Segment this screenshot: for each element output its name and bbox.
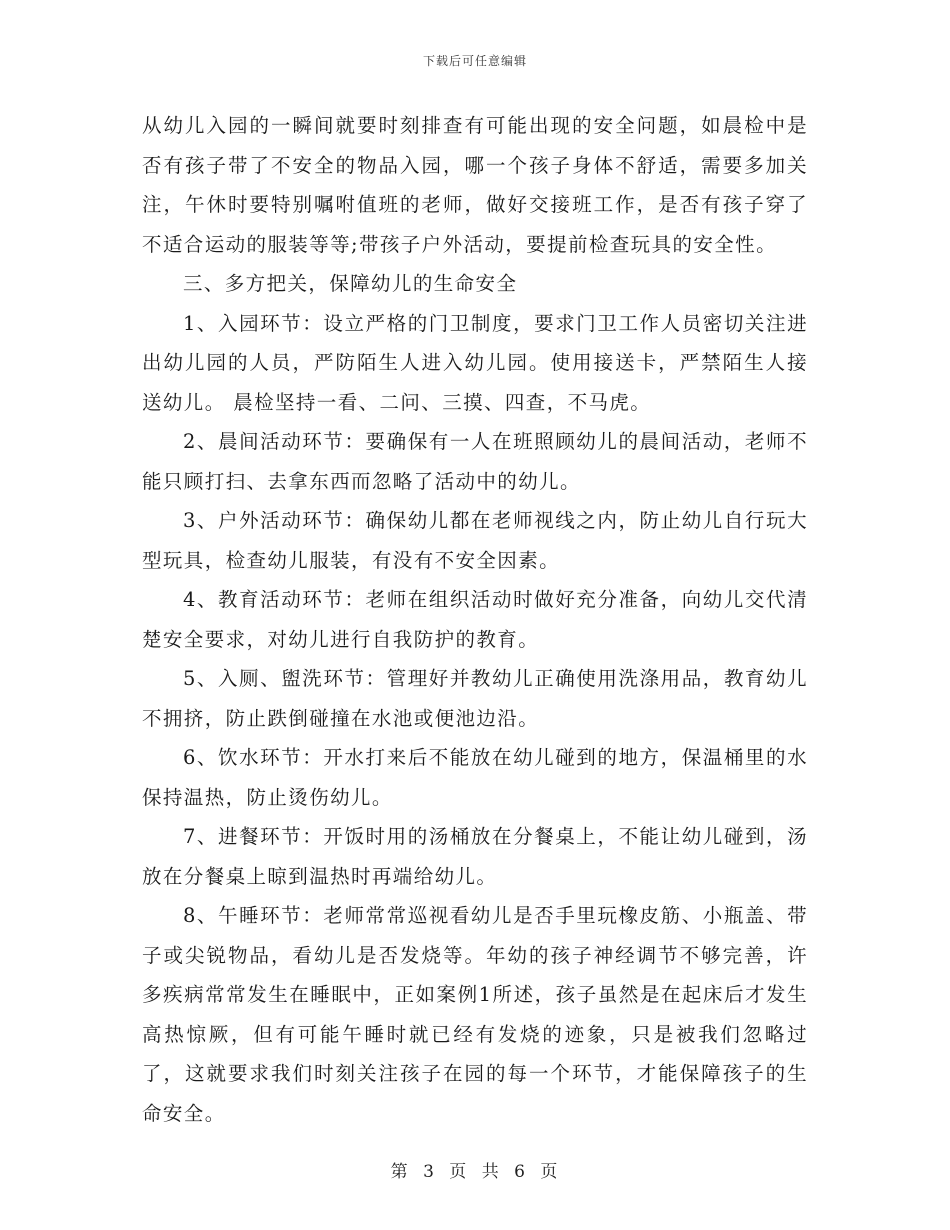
page-header: 下载后可任意编辑: [422, 54, 527, 68]
paragraph-intro: 从幼儿入园的一瞬间就要时刻排查有可能出现的安全问题，如晨检中是否有孩子带了不安全的物品入园，哪一个孩子身体不舒适，需要多加关注，午休时要特别嘱咐值班的老师，做好交接班工作，是否有孩子穿了不适合运动的服装等等;带孩子户外活动，要提前检查玩具的安全性。: [142, 114, 808, 256]
document-body: [142, 106, 808, 1133]
paragraph-entry: 1、入园环节：设立严格的门卫制度，要求门卫工作人员密切关注进出幼儿园的人员，严防陌生人进入幼儿园。使用接送卡，严禁陌生人接送幼儿。 晨检坚持一看、二问、三摸、四查，不马虎。: [142, 311, 808, 414]
paragraph-outdoor-activity: 3、户外活动环节：确保幼儿都在老师视线之内，防止幼儿自行玩大型玩具，检查幼儿服装，有没有不安全因素。: [142, 509, 808, 572]
paragraph-nap: 8、午睡环节：老师常常巡视看幼儿是否手里玩橡皮筋、小瓶盖、带子或尖锐物品，看幼儿是否发烧等。年幼的孩子神经调节不够完善，许多疾病常常发生在睡眠中，正如案例1所述，孩子虽然是在起床后才发生高热惊厥，但有可能午睡时就已经有发烧的迹象，只是被我们忽略过了，这就要求我们时刻关注孩子在园的每一个环节，才能保障孩子的生命安全。: [142, 904, 808, 1125]
page-number-footer: 第 3 页 共 6 页: [390, 1162, 560, 1182]
paragraph-drinking-water: 6、饮水环节：开水打来后不能放在幼儿碰到的地方，保温桶里的水保持温热，防止烫伤幼儿。: [142, 746, 808, 809]
paragraph-meal: 7、进餐环节：开饭时用的汤桶放在分餐桌上，不能让幼儿碰到，汤放在分餐桌上晾到温热时再端给幼儿。: [142, 825, 808, 888]
paragraph-toilet-washing: 5、入厕、盥洗环节：管理好并教幼儿正确使用洗涤用品，教育幼儿不拥挤，防止跌倒碰撞在水池或便池边沿。: [142, 667, 808, 730]
paragraph-education-activity: 4、教育活动环节：老师在组织活动时做好充分准备，向幼儿交代清楚安全要求，对幼儿进行自我防护的教育。: [142, 588, 808, 651]
paragraph-morning-activity: 2、晨间活动环节：要确保有一人在班照顾幼儿的晨间活动，老师不能只顾打扫、去拿东西而忽略了活动中的幼儿。: [142, 430, 808, 493]
section-heading: 三、多方把关，保障幼儿的生命安全: [182, 272, 518, 295]
